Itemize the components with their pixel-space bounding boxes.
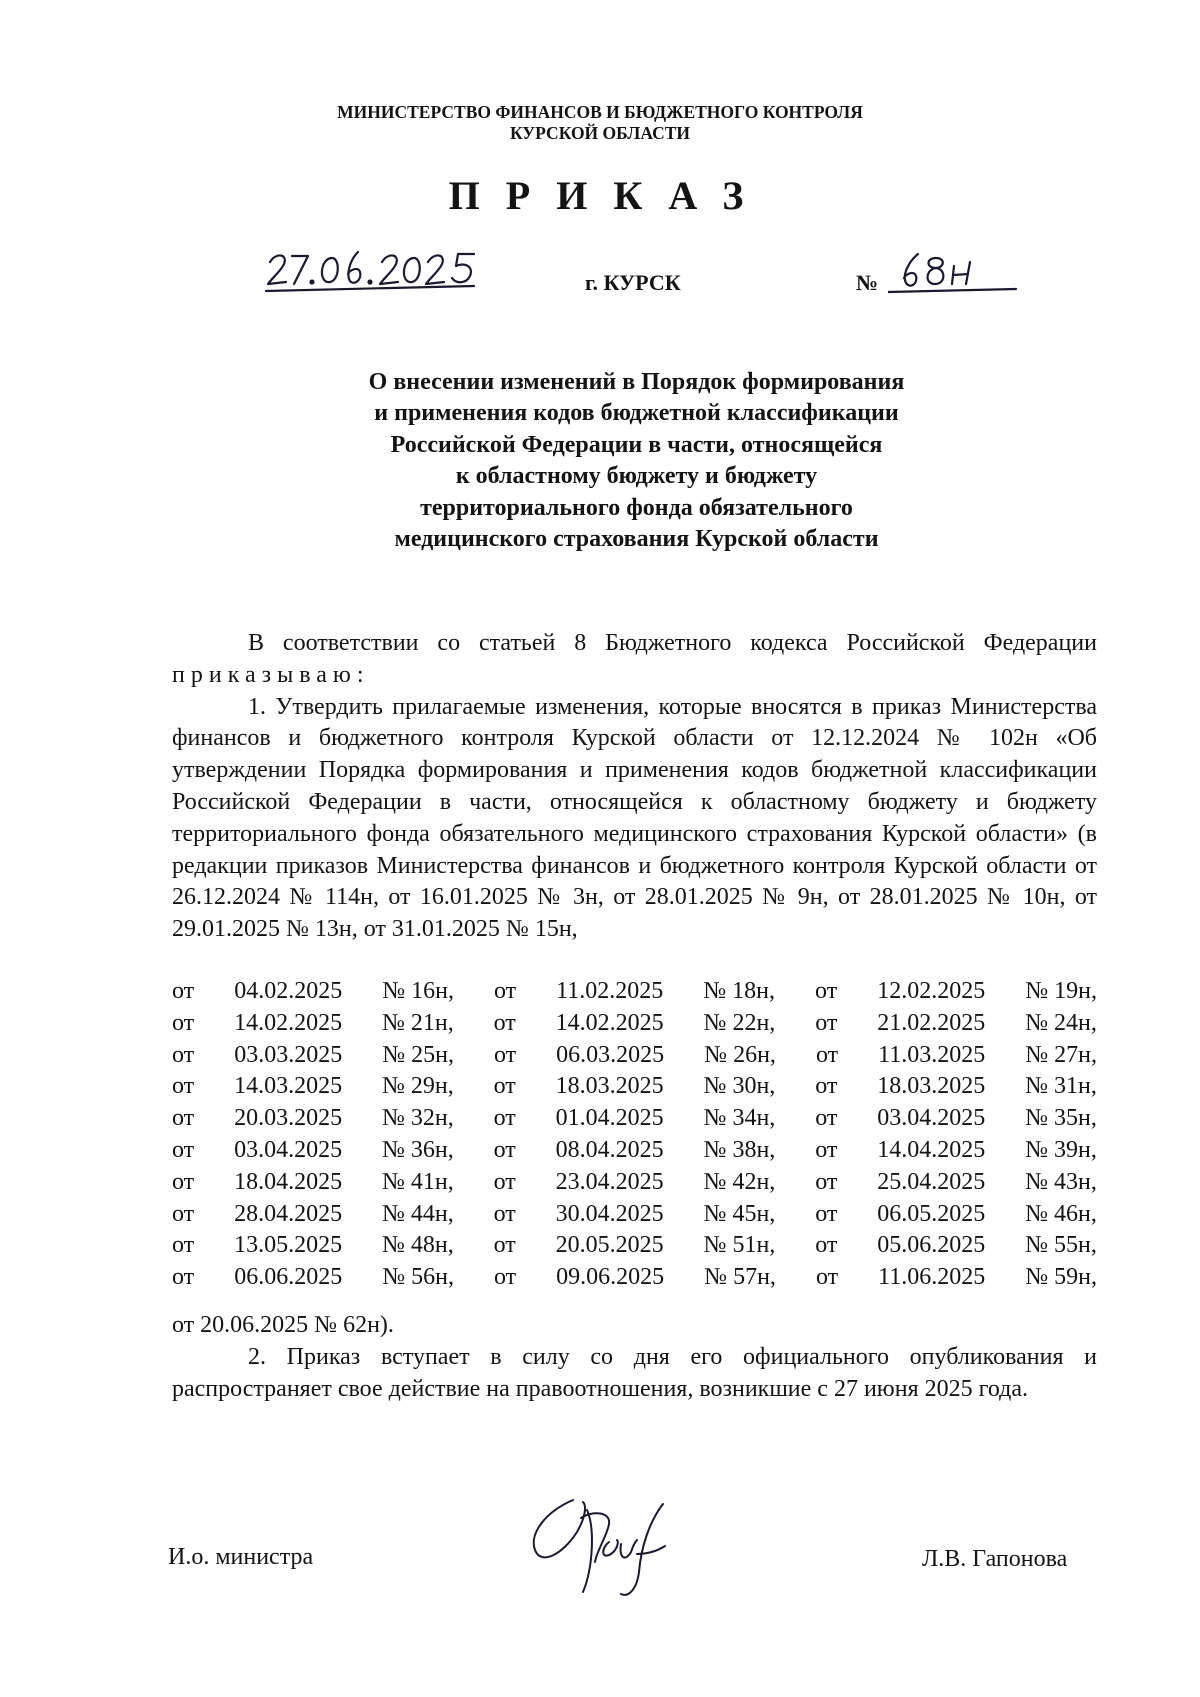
ref-number: № 21н, (381, 1009, 454, 1036)
ref-word: от (815, 978, 838, 1004)
ref-number: № 42н, (703, 1168, 776, 1195)
ref-date: 05.06.2025 (877, 1232, 986, 1259)
signer-name: Л.В. Гапонова (922, 1546, 1068, 1572)
ref-word: от (493, 1009, 516, 1036)
ref-number: № 56н, (382, 1264, 454, 1291)
intro-paragraph (172, 628, 1097, 692)
ref-number: № 26н, (704, 1041, 776, 1068)
heading-line: О внесении изменений в Порядок формирования (368, 369, 905, 395)
item-1-paragraph: 1. Утвердить прилагаемые изменения, которые вносятся в приказ Министерства финансов и бюджетного контроля Курской области от 12.12.2024 № 102н «Об утверждении Порядка формирования и применения кодов бюджетной классификации Российской Федерации в части, относящейся к областному бюджету и бюджету территориального фонда обязательного медицинского страхования Курской области» (в редакции приказов Министерства финансов и бюджетного контроля Курской области от 26.12.2024 № 114н, от 16.01.2025 № 3н, от 28.01.2025 № 9н, от 28.01.2025 № 10н, от 29.01.2025 № 13н, от 31.01.2025 № 15н, (172, 693, 1097, 943)
amendment-row (172, 1071, 1097, 1103)
ref-number: № 55н, (1025, 1232, 1097, 1259)
ref-number: № 32н, (381, 1105, 454, 1132)
ref-word: от (172, 1136, 195, 1163)
ref-date: 12.02.2025 (877, 978, 986, 1004)
ref-date: 21.02.2025 (877, 1009, 986, 1036)
signer-position: И.о. министра (168, 1544, 314, 1570)
ref-word: от (172, 1041, 195, 1068)
handwritten-date (262, 244, 482, 296)
ref-word: от (815, 1168, 838, 1195)
ref-number: № 51н, (703, 1232, 776, 1259)
ref-date: 09.06.2025 (556, 1264, 665, 1291)
ref-word: от (172, 1105, 195, 1132)
ref-number: № 45н, (703, 1200, 776, 1227)
ref-number: № 43н, (1025, 1168, 1097, 1195)
ref-word: от (493, 1232, 516, 1259)
intro-command: приказываю: (172, 661, 370, 688)
ref-number: № 31н, (1025, 1073, 1097, 1100)
order-body (172, 628, 1097, 946)
ref-number: № 38н, (703, 1136, 776, 1163)
ref-number: № 35н, (1025, 1105, 1097, 1132)
amendment-row (172, 1040, 1097, 1072)
ref-date: 20.03.2025 (234, 1105, 343, 1132)
ref-date: 04.02.2025 (234, 978, 343, 1004)
ref-word: от (172, 1009, 195, 1036)
ref-word: от (493, 1073, 516, 1100)
ref-word: от (493, 1136, 516, 1163)
ref-number: № 22н, (703, 1009, 776, 1036)
ref-number: № 59н, (1025, 1264, 1097, 1291)
heading-line: Российской Федерации в части, относящейся (390, 431, 883, 458)
amendment-row (172, 1167, 1097, 1199)
ref-date: 28.04.2025 (234, 1200, 343, 1227)
ref-date: 06.06.2025 (234, 1264, 343, 1291)
handwritten-signature (525, 1488, 685, 1603)
ref-number: № 25н, (382, 1041, 454, 1068)
ref-date: 03.04.2025 (234, 1136, 343, 1163)
heading-line: медицинского страхования Курской области (394, 526, 879, 553)
ministry-header (0, 102, 1200, 144)
ref-word: от (493, 1264, 517, 1291)
ref-number: № 46н, (1025, 1200, 1097, 1227)
amendment-row (172, 1103, 1097, 1135)
ref-number: № 27н, (1025, 1041, 1097, 1068)
ministry-name-line2: КУРСКОЙ ОБЛАСТИ (509, 123, 691, 143)
amendment-row (172, 1008, 1097, 1040)
ref-number: № 48н, (381, 1232, 454, 1259)
ref-date: 20.05.2025 (555, 1232, 664, 1259)
ref-date: 18.03.2025 (555, 1073, 664, 1100)
handwritten-number (888, 248, 1018, 298)
ref-date: 14.02.2025 (234, 1009, 343, 1036)
ref-word: от (172, 1073, 195, 1100)
ref-word: от (172, 1168, 195, 1195)
ref-date: 13.05.2025 (234, 1232, 343, 1259)
city-label: г. КУРСК (585, 270, 681, 295)
amendment-row (172, 1230, 1097, 1262)
document-type-title: ПРИКАЗ (448, 173, 770, 218)
ref-word: от (815, 1232, 838, 1259)
ref-date: 06.03.2025 (556, 1041, 665, 1068)
ref-date: 25.04.2025 (877, 1168, 986, 1195)
ref-number: № 18н, (703, 978, 776, 1004)
ref-number: № 34н, (703, 1105, 776, 1132)
ref-number: № 39н, (1025, 1136, 1097, 1163)
ref-date: 08.04.2025 (555, 1136, 664, 1163)
ref-word: от (815, 1041, 839, 1068)
ref-word: от (815, 1073, 838, 1100)
ref-date: 14.03.2025 (234, 1073, 343, 1100)
intro-text: В соответствии со статьей 8 Бюджетного кодекса Российской Федерации (248, 630, 1097, 656)
ref-date: 18.03.2025 (877, 1073, 986, 1100)
ref-word: от (172, 978, 195, 1004)
ref-date: 14.04.2025 (877, 1136, 986, 1163)
ref-word: от (815, 1136, 838, 1163)
ref-word: от (493, 978, 517, 1004)
ref-date: 11.06.2025 (878, 1264, 986, 1291)
ref-word: от (172, 1232, 195, 1259)
ref-date: 30.04.2025 (555, 1200, 664, 1227)
heading-line: к областному бюджету и бюджету (455, 463, 818, 490)
order-subject-heading (0, 367, 1200, 555)
ref-word: от (815, 1105, 838, 1132)
item-2-paragraph: 2. Приказ вступает в силу со дня его официального опубликования и распространяет свое действие на правоотношения, возникшие с 27 июня 2025 года. (172, 1344, 1097, 1402)
ref-number: № 44н, (381, 1200, 454, 1227)
ref-word: от (493, 1041, 517, 1068)
ref-date: 14.02.2025 (555, 1009, 664, 1036)
ref-word: от (815, 1200, 838, 1227)
ref-date: 18.04.2025 (234, 1168, 343, 1195)
ref-word: от (493, 1200, 516, 1227)
number-sign: № (856, 270, 879, 295)
ref-number: № 36н, (381, 1136, 454, 1163)
amendment-row (172, 1135, 1097, 1167)
ref-number: № 24н, (1025, 1009, 1097, 1036)
heading-line: и применения кодов бюджетной классификации (374, 400, 899, 427)
ref-number: № 57н, (704, 1264, 776, 1291)
ref-date: 03.03.2025 (234, 1041, 343, 1068)
ref-word: от (815, 1009, 838, 1036)
ref-number: № 19н, (1025, 978, 1097, 1004)
ref-word: от (493, 1105, 516, 1132)
ref-date: 11.03.2025 (878, 1041, 986, 1068)
heading-line: территориального фонда обязательного (420, 494, 853, 521)
ref-word: от (172, 1200, 195, 1227)
ref-date: 03.04.2025 (877, 1105, 986, 1132)
ref-date: 06.05.2025 (877, 1200, 986, 1227)
ref-date: 01.04.2025 (555, 1105, 664, 1132)
amendment-row (172, 1199, 1097, 1231)
ref-date: 11.02.2025 (556, 978, 664, 1004)
ref-word: от (815, 1264, 839, 1291)
ref-number: № 30н, (703, 1073, 776, 1100)
ref-number: № 16н, (382, 978, 454, 1004)
ref-date: 23.04.2025 (555, 1168, 664, 1195)
ref-word: от (172, 1264, 195, 1291)
amendment-list (172, 976, 1097, 1294)
ref-word: от (493, 1168, 516, 1195)
ref-number: № 41н, (381, 1168, 454, 1195)
ref-number: № 29н, (381, 1073, 454, 1100)
amendment-row (172, 1262, 1097, 1294)
amendment-last-line: от 20.06.2025 № 62н). (172, 1312, 394, 1338)
amendment-row (172, 976, 1097, 1008)
item-2-block (172, 1342, 1097, 1406)
ministry-name-line1: МИНИСТЕРСТВО ФИНАНСОВ И БЮДЖЕТНОГО КОНТРОЛЯ (337, 102, 863, 122)
